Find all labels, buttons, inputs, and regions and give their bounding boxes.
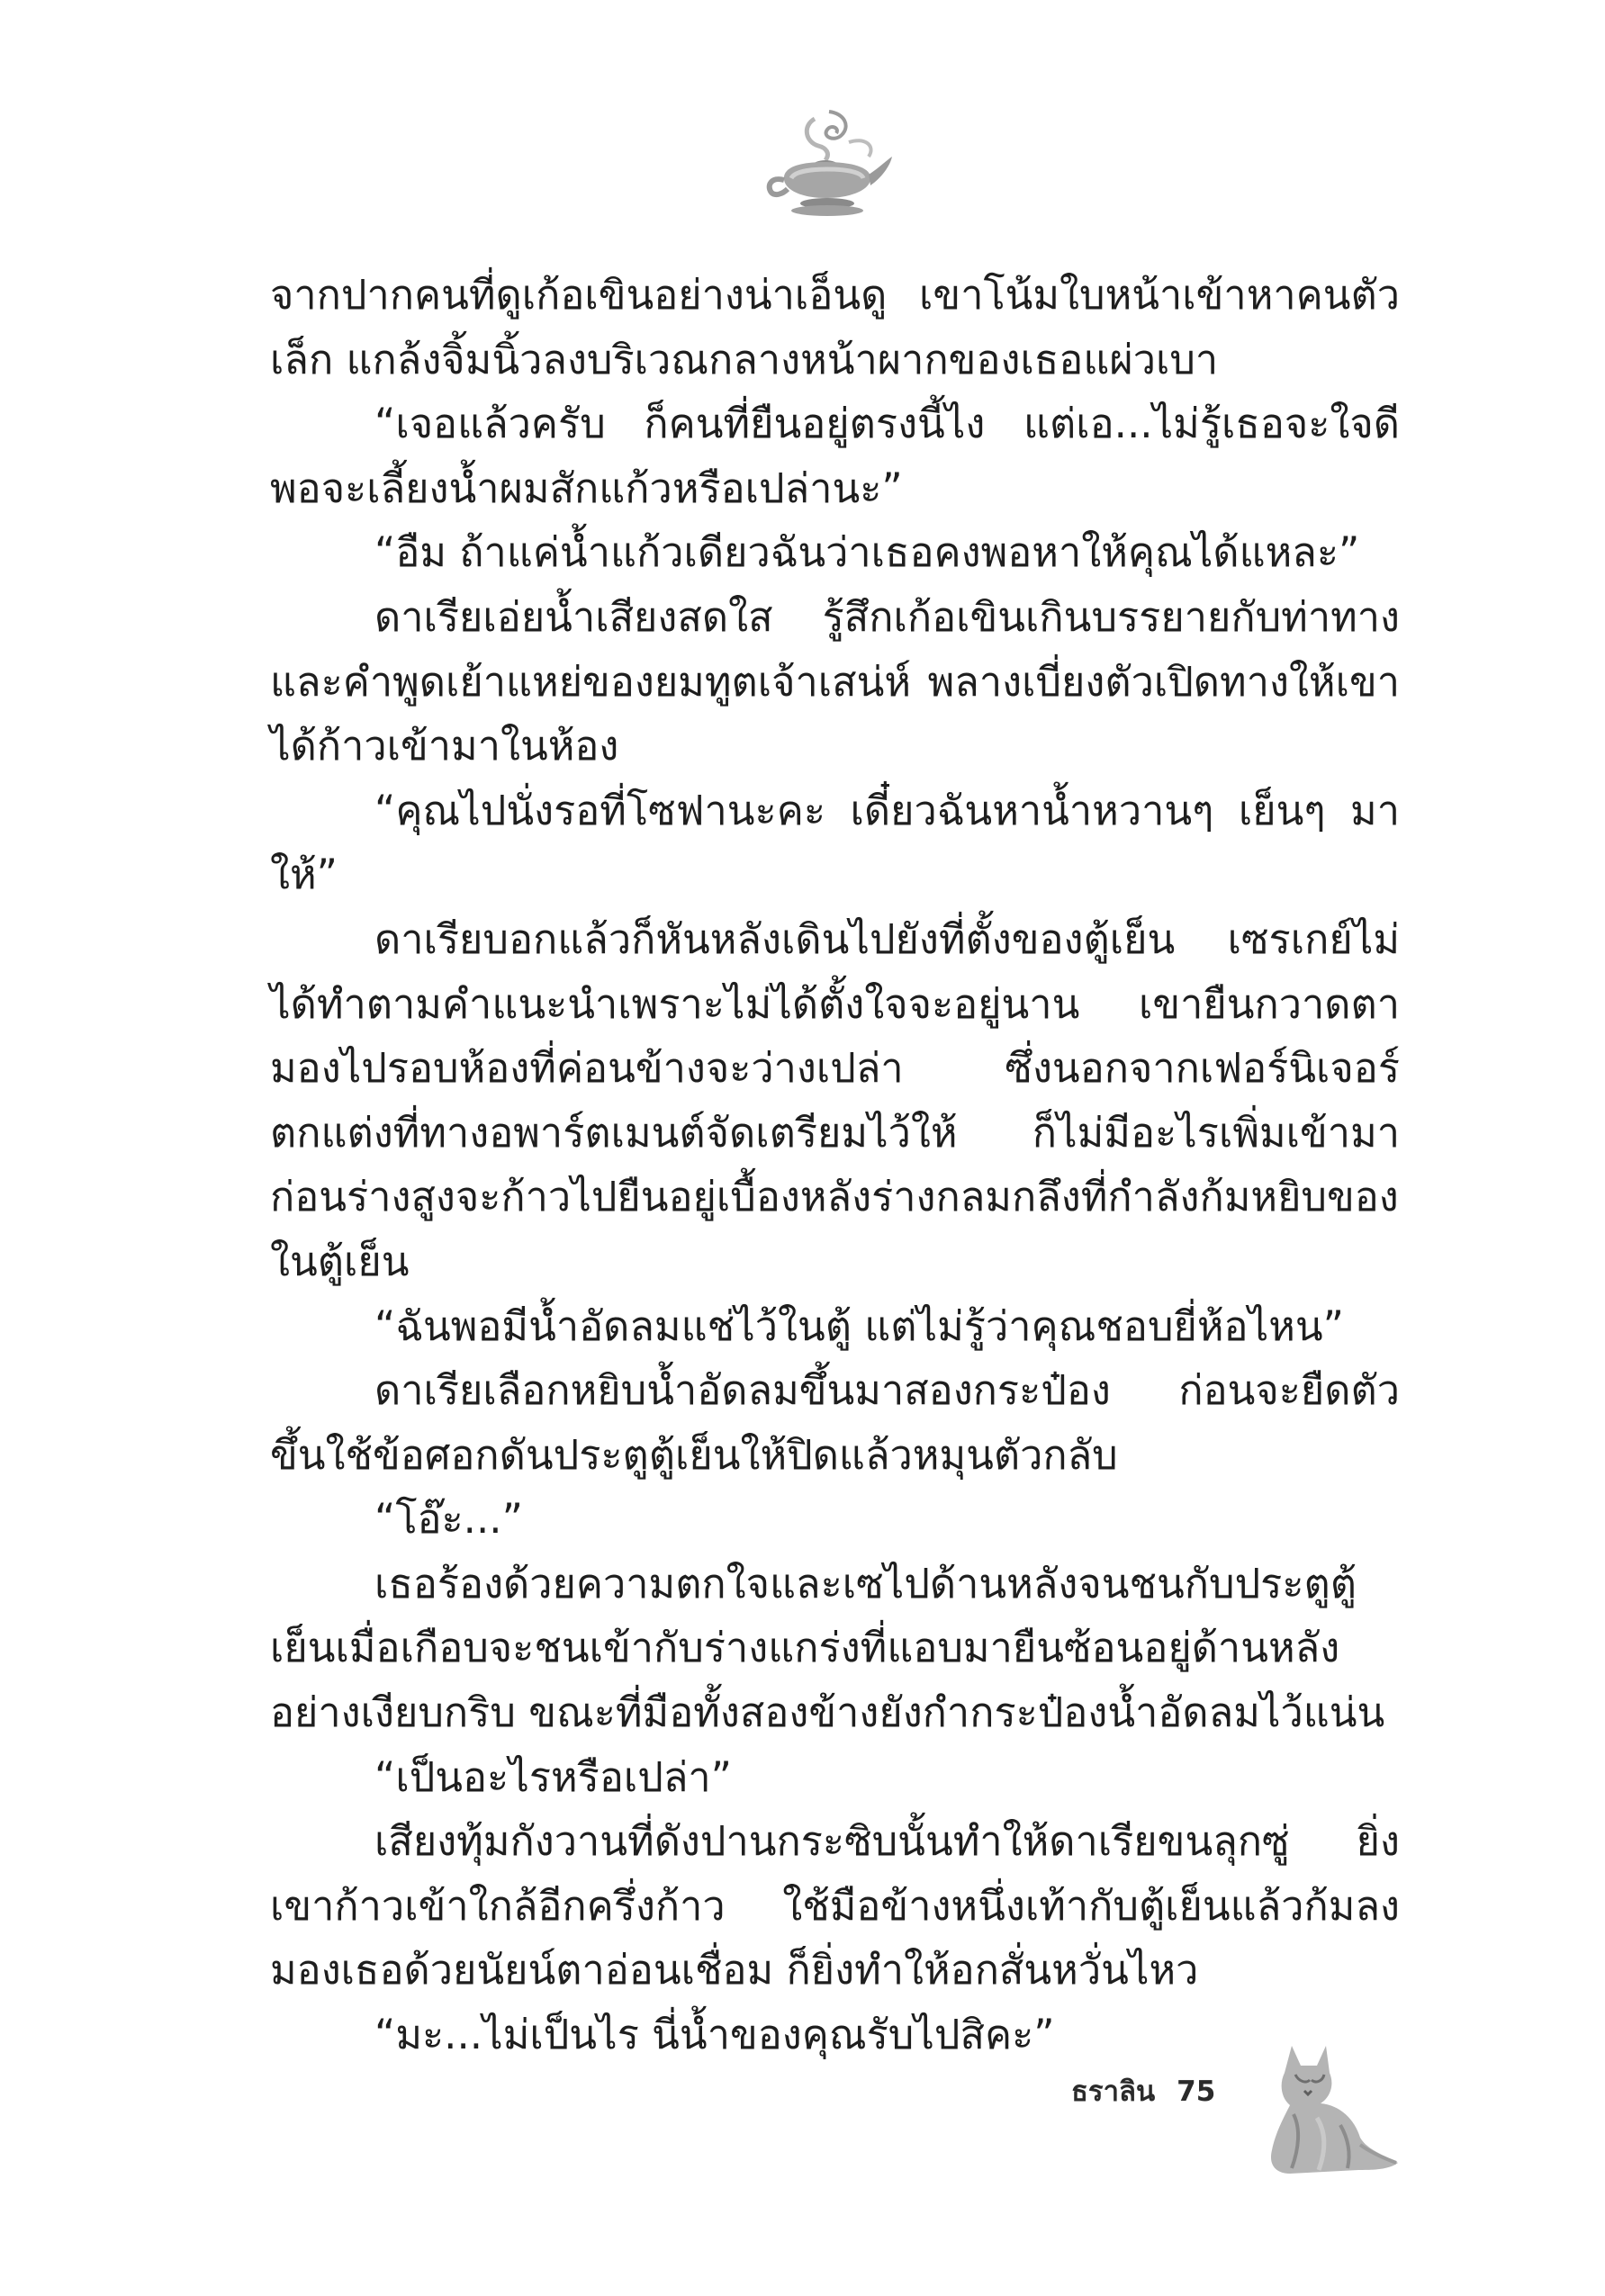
genie-lamp-icon (759, 106, 894, 219)
paragraph: “ฉันพอมีน้ำอัดลมแช่ไว้ในตู้ แต่ไม่รู้ว่าคุณชอบยี่ห้อไหน” (374, 1301, 1344, 1350)
paragraph: ดาเรียเอ่ยน้ำเสียงสดใส รู้สึกเก้อเขินเกินบรรยายกับท่าทางและคำพูดเย้าแหย่ของยมทูตเจ้าเสน่ห์ พลางเบี่ยงตัวเปิดทางให้เขาได้ก้าวเข้ามาในห้อง (270, 592, 1400, 770)
paragraph: “เจอแล้วครับ ก็คนที่ยืนอยู่ตรงนี้ไง แต่เอ...ไม่รู้เธอจะใจดีพอจะเลี้ยงน้ำผมสักแก้วหรือเปล่านะ” (270, 400, 1400, 512)
paragraph: เสียงทุ้มกังวานที่ดังปานกระซิบนั้นทำให้ดาเรียขนลุกซู่ ยิ่งเขาก้าวเข้าใกล้อีกครึ่งก้าว ใช้มือข้างหนึ่งเท้ากับตู้เย็นแล้วก้มลงมองเธอด้วยนัยน์ตาอ่อนเชื่อม ก็ยิ่งทำให้อกสั่นหวั่นไหว (270, 1817, 1400, 1994)
page-footer (1071, 2068, 1215, 2113)
paragraph: ดาเรียเลือกหยิบน้ำอัดลมขึ้นมาสองกระป๋อง ก่อนจะยืดตัวขึ้นใช้ข้อศอกดันประตูตู้เย็นให้ปิดแล้วหมุนตัวกลับ (270, 1366, 1400, 1479)
paragraph: จากปากคนที่ดูเก้อเขินอย่างน่าเอ็นดู เขาโน้มใบหน้าเข้าหาคนตัวเล็ก แกล้งจิ้มนิ้วลงบริเวณกลางหน้าผากของเธอแผ่วเบา (270, 271, 1400, 383)
page-number: 75 (1177, 2075, 1216, 2108)
paragraph: “คุณไปนั่งรอที่โซฟานะคะ เดี๋ยวฉันหาน้ำหวานๆ เย็นๆ มาให้” (270, 786, 1400, 899)
paragraph: “อืม ถ้าแค่น้ำแก้วเดียวฉันว่าเธอคงพอหาให้คุณได้แหละ” (374, 528, 1360, 577)
paragraph: “เป็นอะไรหรือเปล่า” (374, 1752, 732, 1801)
paragraph: เธอร้องด้วยความตกใจและเซไปด้านหลังจนชนกับประตูตู้เย็นเมื่อเกือบจะชนเข้ากับร่างแกร่งที่แอบมายืนซ้อนอยู่ด้านหลังอย่างเงียบกริบ ขณะที่มือทั้งสองข้างยังกำกระป๋องน้ำอัดลมไว้แน่น (270, 1559, 1385, 1737)
body-text (270, 263, 1400, 2067)
paragraph: “โอ๊ะ...” (374, 1495, 523, 1544)
paragraph: “มะ...ไม่เป็นไร นี่น้ำของคุณรับไปสิคะ” (374, 2011, 1055, 2059)
author-name: ธราลิน (1071, 2075, 1156, 2108)
cat-icon (1254, 2039, 1400, 2181)
paragraph: ดาเรียบอกแล้วก็หันหลังเดินไปยังที่ตั้งของตู้เย็น เซรเกย์ไม่ได้ทำตามคำแนะนำเพราะไม่ได้ตั้งใจจะอยู่นาน เขายืนกวาดตามองไปรอบห้องที่ค่อนข้างจะว่างเปล่า ซึ่งนอกจากเฟอร์นิเจอร์ตกแต่งที่ทางอพาร์ตเมนต์จัดเตรียมไว้ให้ ก็ไม่มีอะไรเพิ่มเข้ามา ก่อนร่างสูงจะก้าวไปยืนอยู่เบื้องหลังร่างกลมกลึงที่กำลังก้มหยิบของในตู้เย็น (270, 914, 1400, 1285)
